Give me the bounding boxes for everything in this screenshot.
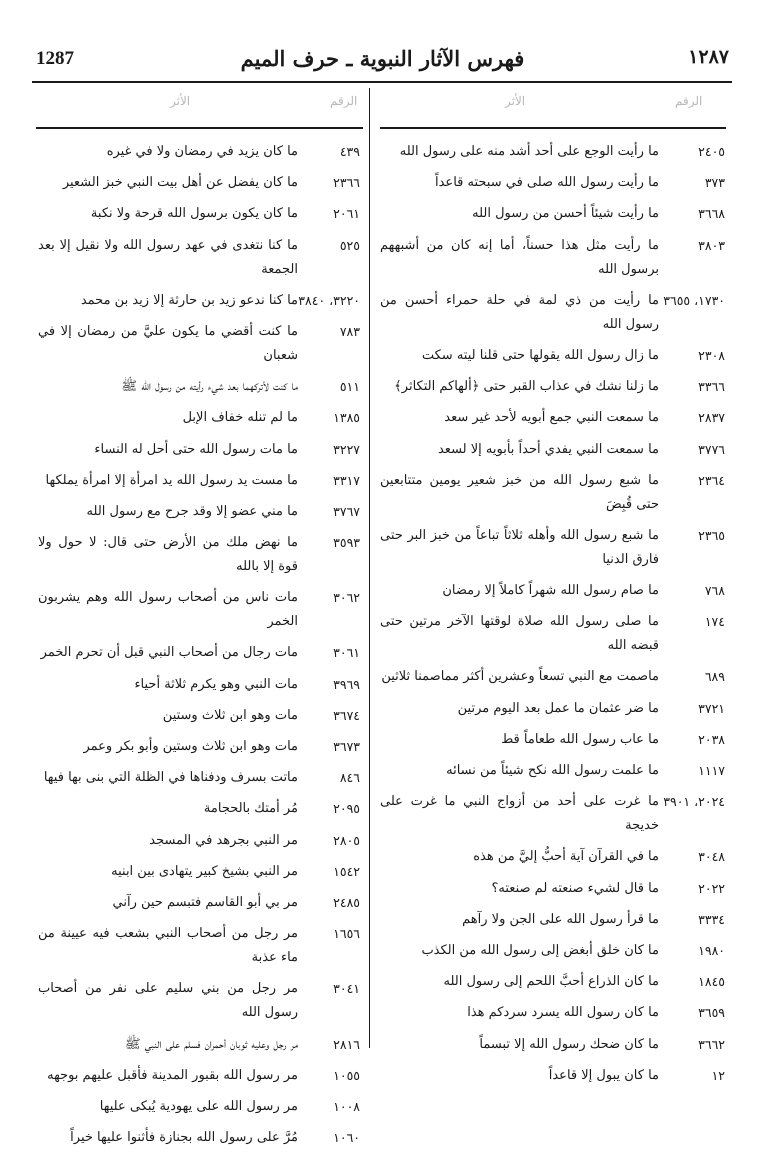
index-entry — [38, 735, 360, 759]
entry-text: ما كان يبول إلا قاعداً — [548, 1067, 659, 1083]
entry-number: ٣٢٢٠، ٣٨٤٠ — [298, 292, 360, 308]
entry-number: ٣٩٦٩ — [333, 676, 360, 692]
entry-text: ما علمت رسول الله نكح شيئاً من نسائه — [446, 763, 659, 778]
entry-number: ٤٣٩ — [339, 144, 360, 159]
entry-text: ما لم تنله خفاف الإبل — [182, 410, 298, 426]
index-entry — [380, 845, 725, 869]
index-column-left — [38, 140, 360, 1157]
index-entry — [38, 586, 360, 634]
index-entry — [380, 438, 725, 462]
entry-text: ما ضر عثمان ما عمل بعد اليوم مرتين — [457, 700, 659, 716]
entry-text: ما مات رسول الله حتى أحل له النساء — [94, 441, 298, 457]
entry-text: مر بي أبو القاسم فتبسم حين رآني — [112, 894, 298, 910]
index-entry — [38, 922, 360, 970]
index-entry — [380, 790, 725, 838]
index-entry — [380, 375, 725, 399]
index-entry — [38, 641, 360, 665]
entry-number: ١١١٧ — [698, 763, 725, 778]
entry-text: مات وهو ابن ثلاث وستين وأبو بكر وعمر — [83, 739, 298, 754]
entry-text: مر النبي بشيخ كبير يتهادى بين ابنيه — [111, 863, 298, 879]
entry-number: ١٠٥٥ — [333, 1067, 360, 1083]
index-entry — [38, 438, 360, 462]
index-entry — [380, 469, 725, 517]
index-entry — [380, 579, 725, 603]
entry-number: ١٦٥٦ — [333, 926, 360, 942]
entry-number: ١٢ — [711, 1067, 725, 1083]
entry-number: ٣٠٦١ — [333, 645, 360, 661]
entry-text: ما كان يفضل عن أهل بيت النبي خبز الشعير — [62, 175, 298, 191]
entry-text: ما شبع رسول الله من خبز شعير يومين متتابعين حتى قُبِضَ — [380, 472, 659, 512]
entry-text: ما مست يد رسول الله يد امرأة إلا امرأة يملكها — [45, 472, 298, 488]
entry-number: ٢٨١٦ — [333, 1036, 360, 1052]
entry-text: ما غرت على أحد من أزواج النبي ما غرت على خديجة — [380, 794, 659, 834]
index-entry — [380, 939, 725, 963]
entry-number: ٧٨٣ — [339, 323, 360, 339]
entry-text: ما كنت أقضي ما يكون عليَّ من رمضان إلا في شعبان — [38, 323, 298, 363]
column-head-left-text: الأثر — [170, 94, 191, 108]
entry-number: ١٥٤٢ — [333, 863, 360, 879]
entry-text: ما صلى رسول الله صلاة لوقتها الآخر مرتين حتى قبضه الله — [380, 614, 659, 654]
index-entry — [380, 1001, 725, 1025]
entry-text: ما كان يزيد في رمضان ولا في غيره — [106, 144, 298, 159]
entry-text: ما زال رسول الله يقولها حتى قلنا ليته سكت — [421, 347, 659, 363]
entry-number: ٣٧٣ — [704, 175, 725, 191]
index-entry — [38, 829, 360, 853]
index-entry — [380, 728, 725, 752]
index-entry — [38, 977, 360, 1025]
index-entry — [380, 234, 725, 282]
index-entry — [38, 1095, 360, 1119]
entry-number: ٣٣١٧ — [333, 472, 360, 488]
entry-number: ٣٧٧٦ — [698, 441, 725, 457]
index-entry — [38, 469, 360, 493]
index-entry — [38, 289, 360, 313]
entry-text: مر رجل من أصحاب النبي بشعب فيه عيينة من ماء عذبة — [38, 926, 298, 966]
entry-number: ٣٧٢١ — [698, 700, 725, 716]
entry-text: ما مني عضو إلا وقد جرح مع رسول الله — [86, 503, 298, 519]
index-entry — [38, 171, 360, 195]
index-entry — [38, 406, 360, 430]
column-rule-right — [380, 127, 726, 129]
entry-number: ٣٠٤٨ — [698, 849, 725, 865]
entry-text: مات النبي وهو يكرم ثلاثة أحياء — [134, 676, 298, 692]
entry-text: ما كان ضحك رسول الله إلا تبسماً — [479, 1036, 659, 1052]
index-entry — [38, 860, 360, 884]
entry-text: ما قال لشيء صنعته لم صنعته؟ — [491, 880, 659, 896]
column-head-left-number: الرقم — [330, 94, 358, 108]
entry-number: ١٧٣٠، ٣٦٥٥ — [663, 292, 725, 308]
index-entry — [380, 289, 725, 337]
entry-text: ما في القرآن آية أحبُّ إليَّ من هذه — [473, 849, 659, 865]
entry-text: مر رجل من بني سليم على نفر من أصحاب رسول الله — [38, 981, 298, 1021]
entry-text: مُرَّ على رسول الله بجنازة فأثنوا عليها خيراً — [70, 1130, 298, 1146]
index-entry — [38, 202, 360, 226]
entry-number: ١٠٠٨ — [333, 1098, 360, 1114]
index-entry — [380, 406, 725, 430]
index-entry — [380, 697, 725, 721]
entry-text: ما سمعت النبي جمع أبويه لأحد غير سعد — [444, 410, 659, 426]
index-entry — [380, 524, 725, 572]
index-entry — [380, 908, 725, 932]
entry-text: ما كان رسول الله يسرد سردكم هذا — [467, 1005, 659, 1021]
entry-text: ما رأيت الوجع على أحد أشد منه على رسول الله — [399, 144, 659, 159]
entry-number: ٢٣٠٨ — [698, 347, 725, 363]
index-entry — [380, 759, 725, 783]
entry-number: ٢٠٣٨ — [698, 731, 725, 747]
entry-number: ٣٠٦٢ — [333, 590, 360, 606]
index-entry — [380, 171, 725, 195]
entry-number: ١٣٨٥ — [333, 410, 360, 426]
entry-number: ٧٦٨ — [704, 583, 725, 599]
entry-text: ما قرأ رسول الله على الجن ولا رآهم — [462, 911, 659, 927]
entry-text: مر رسول الله بقبور المدينة فأقبل عليهم بوجهه — [47, 1067, 298, 1083]
entry-text: ماتت بسرف ودفناها في الظلة التي بنى بها فيها — [43, 770, 298, 786]
entry-number: ٥٢٥ — [339, 237, 360, 253]
entry-number: ١٧٤ — [704, 614, 725, 630]
index-entry — [380, 1033, 725, 1057]
entry-number: ١٩٨٠ — [698, 942, 725, 958]
entry-text: ما شبع رسول الله وأهله ثلاثاً تباعاً من خبز البر حتى فارق الدنيا — [380, 527, 659, 567]
entry-text: ما صام رسول الله شهراً كاملاً إلا رمضان — [442, 583, 659, 599]
entry-text: ما عاب رسول الله طعاماً قط — [501, 731, 659, 747]
page-header — [30, 46, 735, 86]
entry-number: ٢٠٩٥ — [333, 801, 360, 817]
entry-text: ما كان يكون برسول الله قرحة ولا نكبة — [90, 206, 298, 222]
index-entry — [38, 140, 360, 164]
page-number-arabic: ١٢٨٧ — [688, 46, 729, 68]
entry-number: ٣٦٧٣ — [333, 739, 360, 754]
entry-number: ٣٣٦٦ — [698, 379, 725, 395]
entry-number: ٢٠٢٢ — [698, 880, 725, 896]
index-entry — [38, 1126, 360, 1150]
entry-text: ما زلنا نشك في عذاب القبر حتى ﴿ألهاكم التكاثر﴾ — [394, 379, 659, 395]
entry-text: مات وهو ابن ثلاث وستين — [162, 707, 298, 723]
page-number-latin: 1287 — [36, 48, 74, 69]
header-rule — [32, 81, 732, 83]
entry-text: ما رأيت رسول الله صلى في سبحته قاعداً — [435, 175, 659, 191]
running-title: فهرس الآثار النبوية ـ حرف الميم — [240, 46, 525, 71]
column-rule-left — [36, 127, 363, 129]
index-entry — [38, 531, 360, 579]
index-entry — [38, 1064, 360, 1088]
index-entry — [38, 320, 360, 368]
index-entry — [38, 797, 360, 821]
index-entry — [380, 344, 725, 368]
entry-text: ما رأيت مثل هذا حسناً، أما إنه كان من أشبههم برسول الله — [380, 237, 659, 277]
entry-text: ما كنا ندعو زيد بن حارثة إلا زيد بن محمد — [80, 292, 298, 308]
entry-number: ٢٨٣٧ — [698, 410, 725, 426]
entry-text: ما سمعت النبي يفدي أحداً بأبويه إلا لسعد — [437, 441, 659, 457]
index-entry — [380, 202, 725, 226]
entry-text: مر النبي بجرهد في المسجد — [149, 832, 298, 848]
index-entry — [380, 140, 725, 164]
entry-number: ١٠٦٠ — [333, 1130, 360, 1146]
index-entry — [38, 500, 360, 524]
column-head-right-text: الأثر — [505, 94, 526, 108]
index-entry — [38, 1033, 360, 1057]
entry-number: ٣٦٧٤ — [333, 707, 360, 723]
entry-number: ٣٦٥٩ — [698, 1005, 725, 1021]
entry-text: مات ناس من أصحاب رسول الله وهم يشربون الخمر — [38, 590, 298, 630]
entry-number: ٢٠٢٤، ٣٩٠١ — [663, 794, 725, 810]
entry-number: ٣٠٤١ — [333, 981, 360, 997]
index-entry — [380, 665, 725, 689]
entry-number: ٢٤٠٥ — [698, 144, 725, 159]
entry-number: ٢٠٦١ — [333, 206, 360, 222]
entry-number: ٣٦٦٢ — [698, 1036, 725, 1052]
entry-text: ما كنا نتغدى في عهد رسول الله ولا نقيل إلا بعد الجمعة — [38, 237, 298, 277]
entry-number: ٣٢٢٧ — [333, 441, 360, 457]
entry-number: ٣٧٦٧ — [333, 503, 360, 519]
entry-number: ٣٥٩٣ — [333, 535, 360, 551]
column-divider — [369, 88, 370, 1048]
entry-number: ٥١١ — [339, 379, 360, 395]
entry-text: مُر أمتك بالحجامة — [203, 801, 298, 817]
index-entry — [38, 375, 360, 399]
entry-number: ٦٨٩ — [704, 669, 725, 685]
index-entry — [380, 970, 725, 994]
entry-number: ٢٣٦٥ — [698, 527, 725, 543]
entry-number: ٣٦٦٨ — [698, 206, 725, 222]
entry-text: ما نهض ملك من الأرض حتى قال: لا حول ولا قوة إلا بالله — [38, 535, 298, 575]
entry-text: ما رأيت من ذي لمة في حلة حمراء أحسن من رسول الله — [380, 292, 659, 332]
index-entry — [38, 234, 360, 282]
index-entry — [38, 673, 360, 697]
entry-number: ٢٣٦٤ — [698, 472, 725, 488]
entry-number: ٨٤٦ — [339, 770, 360, 786]
column-head-right-number: الرقم — [675, 94, 703, 108]
entry-text: ماصمت مع النبي تسعاً وعشرين أكثر مماصمنا ثلاثين — [381, 669, 659, 685]
entry-number: ٢٨٠٥ — [333, 832, 360, 848]
entry-text: مر رجل وعليه ثوبان أحمران فسلم على النبي ﷺ — [124, 1036, 298, 1052]
index-entry — [380, 610, 725, 658]
index-entry — [380, 877, 725, 901]
index-entry — [38, 704, 360, 728]
entry-text: ما كان خلق أبغض إلى رسول الله من الكذب — [421, 942, 659, 958]
entry-number: ٢٣٦٦ — [333, 175, 360, 191]
entry-text: ما كان الذراع أحبَّ اللحم إلى رسول الله — [443, 974, 659, 990]
entry-text: مات رجال من أصحاب النبي قبل أن تحرم الخمر — [40, 645, 298, 661]
entry-number: ٣٣٣٤ — [698, 911, 725, 927]
index-column-right — [380, 140, 725, 1095]
entry-number: ٢٤٨٥ — [333, 894, 360, 910]
entry-text: ما كنت لأتركهما بعد شيء رأيته من رسول الله ﷺ — [121, 379, 298, 395]
entry-number: ٣٨٠٣ — [698, 237, 725, 253]
entry-text: مر رسول الله على يهودية يُبكى عليها — [99, 1098, 298, 1114]
index-entry — [38, 766, 360, 790]
index-entry — [38, 891, 360, 915]
entry-number: ١٨٤٥ — [698, 974, 725, 990]
entry-text: ما رأيت شيئاً أحسن من رسول الله — [472, 206, 659, 222]
index-entry — [380, 1064, 725, 1088]
